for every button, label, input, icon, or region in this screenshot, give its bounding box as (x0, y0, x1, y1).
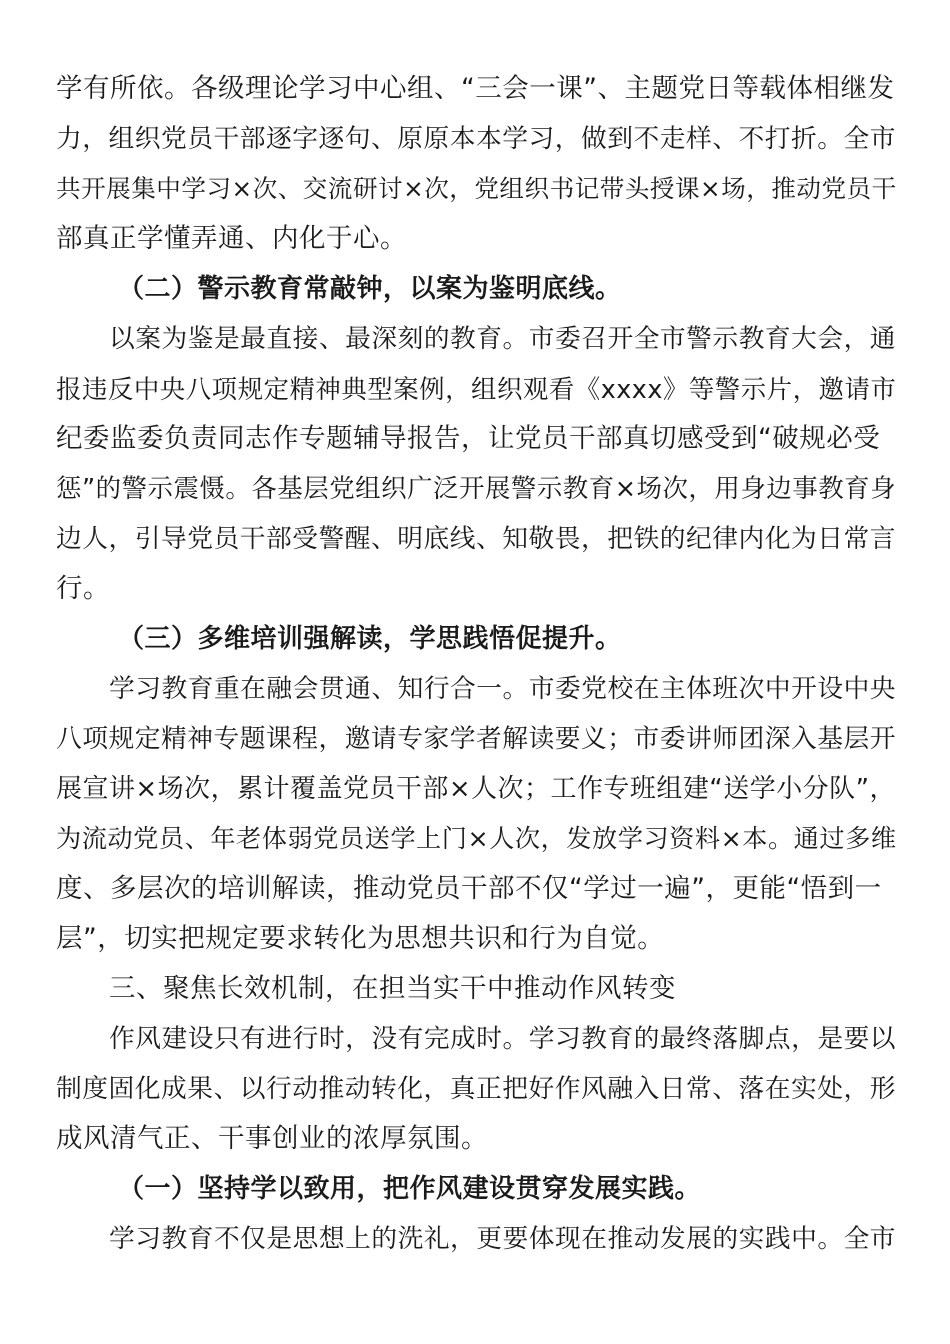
section-heading: （二）警示教育常敲钟，以案为鉴明底线。 (118, 274, 622, 304)
text-line: 成风清气正、干事创业的浓厚氛围。 (56, 1123, 488, 1154)
text-line: 作风建设只有进行时，没有完成时。学习教育的最终落脚点，是要以 (109, 1024, 897, 1054)
text-line: 纪委监委负责同志作专题辅导报告，让党员干部真切感受到“破规必受 (56, 423, 881, 454)
text-line: 报违反中央八项规定精神典型案例，组织观看《xxxx》等警示片，邀请市 (56, 374, 897, 404)
text-line: 力，组织党员干部逐字逐句、原原本本学习，做到不走样、不打折。全市 (56, 124, 896, 154)
text-line: 八项规定精神专题课程，邀请专家学者解读要义；市委讲师团深入基层开 (56, 724, 896, 754)
text-line: 学习教育不仅是思想上的洗礼，更要体现在推动发展的实践中。全市 (109, 1224, 897, 1254)
section-heading: （一）坚持学以致用，把作风建设贯穿发展实践。 (118, 1174, 702, 1204)
text-line: 以案为鉴是最直接、最深刻的教育。市委召开全市警示教育大会，通 (109, 324, 897, 354)
text-line: 层”，切实把规定要求转化为思想共识和行为自觉。 (56, 923, 665, 954)
text-line: 学有所依。各级理论学习中心组、“三会一课”、主题党日等载体相继发 (56, 73, 895, 104)
text-line: 为流动党员、年老体弱党员送学上门×人次，发放学习资料×本。通过多维 (56, 824, 897, 853)
text-line: 学习教育重在融会贯通、知行合一。市委党校在主体班次中开设中央 (109, 674, 897, 704)
text-line: 共开展集中学习×次、交流研讨×次，党组织书记带头授课×场，推动党员干 (56, 174, 897, 203)
chapter-heading: 三、聚焦长效机制，在担当实干中推动作风转变 (109, 973, 676, 1004)
text-line: 度、多层次的培训解读，推动党员干部不仅“学过一遍”，更能“悟到一 (56, 873, 882, 904)
text-line: 边人，引导党员干部受警醒、明底线、知敬畏，把铁的纪律内化为日常言 (56, 524, 896, 554)
text-line: 行。 (56, 573, 110, 604)
text-line: 制度固化成果、以行动推动转化，真正把好作风融入日常、落在实处，形 (56, 1074, 896, 1104)
text-line: 惩”的警示震慑。各基层党组织广泛开展警示教育×场次，用身边事教育身 (56, 474, 897, 504)
text-line: 部真正学懂弄通、内化于心。 (56, 223, 407, 254)
text-line: 展宣讲×场次，累计覆盖党员干部×人次；工作专班组建“送学小分队”， (56, 774, 897, 804)
section-heading: （三）多维培训强解读，学思践悟促提升。 (118, 624, 622, 654)
